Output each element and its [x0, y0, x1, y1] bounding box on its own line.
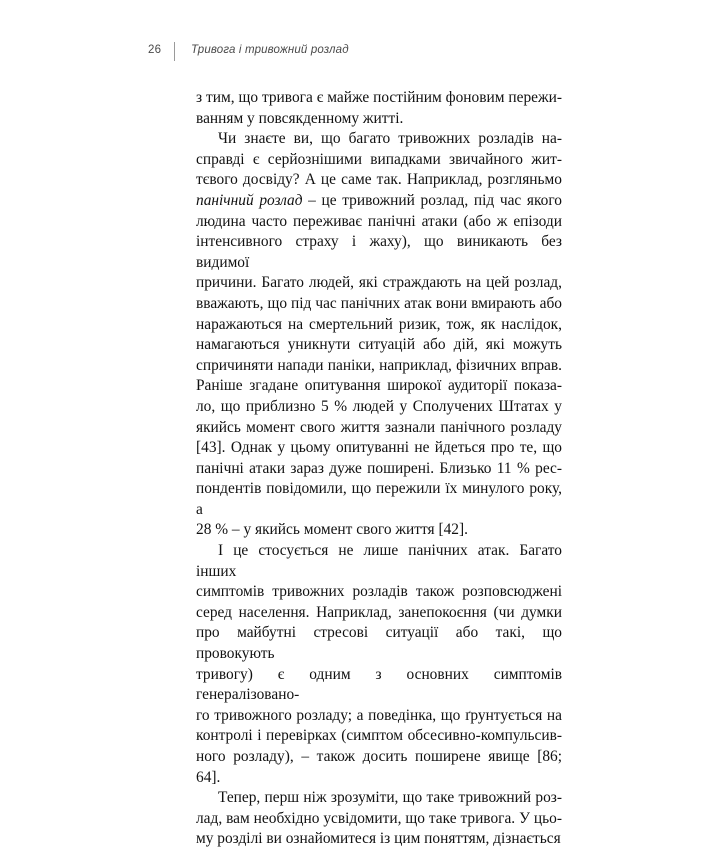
paragraph	[196, 541, 566, 788]
page-number: 26	[148, 44, 162, 57]
text-line: інтенсивного страху і жаху), що виникають без видимої	[196, 233, 566, 271]
text-line: Чи знаєте ви, що багато тривожних розладів на-	[218, 130, 562, 148]
emphasis-term: панічний розлад	[196, 191, 303, 209]
text-line: Раніше згадане опитування широкої аудиторії показа-	[196, 377, 562, 395]
text-line: Тепер, перш ніж зрозуміти, що таке тривожний роз-	[218, 789, 562, 807]
text-line: го тривожного розладу; а поведінка, що ґрунтується на	[196, 706, 562, 724]
text-line: вважають, що під час панічних атак вони вмирають або	[196, 294, 562, 312]
text-line: причини. Багато людей, які страждають на цей розлад,	[196, 274, 562, 292]
paragraph	[196, 129, 566, 541]
text-line: му розділі ви ознайомитеся із цим поняттям, дізнається	[196, 830, 561, 848]
text-line: тєвого досвіду? А це саме так. Наприклад, розгляньмо	[196, 171, 562, 189]
text-line: ванням у повсякденному житті.	[196, 109, 404, 127]
text-line: тривогу) є одним з основних симптомів генералізовано-	[196, 665, 566, 704]
running-title: Тривога і тривожний розлад	[191, 44, 349, 57]
text-line: пондентів повідомили, що пережили їх минулого року, а	[196, 480, 566, 518]
text-line: контролі і перевірках (симптом обсесивно-компульсив-	[196, 727, 562, 745]
paragraph	[196, 88, 562, 129]
body-text-block	[196, 88, 566, 850]
text-line: спричиняти напади паніки, наприклад, фізичних вправ.	[196, 356, 562, 374]
text-line: ло, що приблизно 5 % людей у Сполучених Штатах у	[196, 397, 562, 415]
text-line: людина часто переживає панічні атаки (або ж епізоди	[196, 212, 562, 230]
header-divider-rule	[174, 42, 175, 61]
text-line: ного розладу), – також досить поширене явище [86; 64].	[196, 748, 566, 786]
running-head	[148, 41, 349, 61]
text-line: про майбутні стресові ситуації або такі, що провокують	[196, 624, 566, 663]
text-line: І це стосується не лише панічних атак. Багато інших	[196, 542, 566, 580]
text-line: якийсь момент свого життя зазнали панічного розладу	[196, 418, 562, 436]
text-line: панічні атаки зараз дуже поширені. Близько 11 % рес-	[196, 459, 562, 477]
text-line: панічний розлад – це тривожний розлад, під час якого	[196, 191, 562, 209]
text-line: наражаються на смертельний ризик, тож, як наслідок,	[196, 315, 562, 333]
text-line: 28 % – у якийсь момент свого життя [42].	[196, 521, 468, 539]
text-line: лад, вам необхідно усвідомити, що таке тривога. У цьо-	[196, 809, 562, 827]
text-line: серед населення. Наприклад, занепокоєння (чи думки	[196, 603, 562, 621]
text-line: намагаються уникнути ситуацій або дій, які можуть	[196, 336, 562, 354]
paragraph	[196, 788, 562, 850]
text-line: симптомів тривожних розладів також розповсюджені	[196, 583, 562, 601]
text-line: [43]. Однак у цьому опитуванні не йдеться про те, що	[196, 439, 562, 457]
text-line: справді є серйознішими випадками звичайного жит-	[196, 150, 562, 168]
text-line: з тим, що тривога є майже постійним фоновим пережи-	[196, 89, 562, 106]
